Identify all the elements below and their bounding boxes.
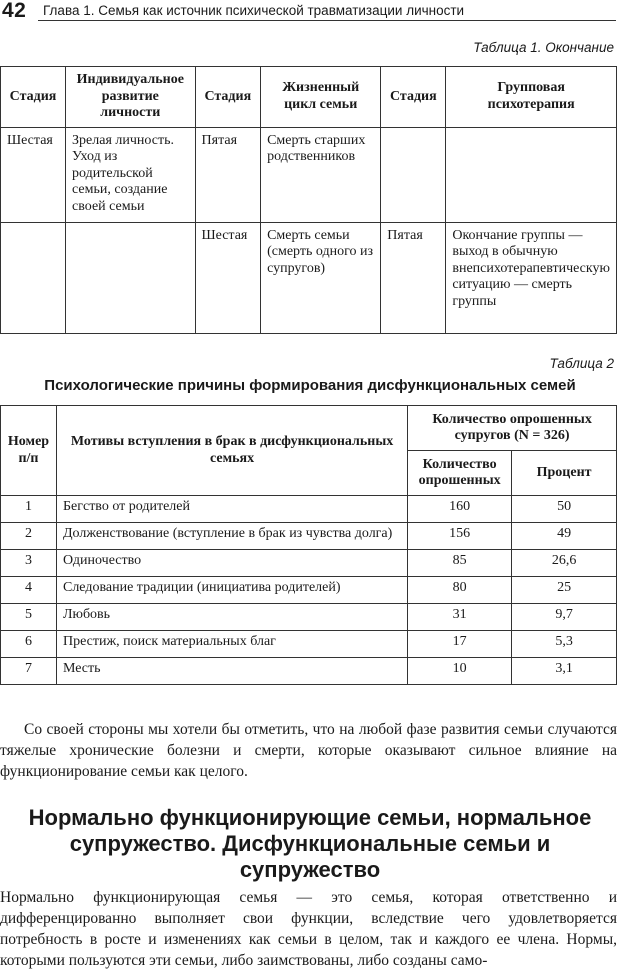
table2-cell-motive: Бегство от родителей (56, 496, 407, 523)
table2-header-percent: Процент (512, 451, 617, 496)
table1-cell (1, 222, 66, 333)
table-row (1, 631, 617, 658)
table1-header-cell: Групповая психотерапия (446, 67, 617, 128)
table2-cell-count: 31 (408, 604, 512, 631)
table1-cell: Пятая (381, 222, 446, 333)
table2-cell-motive: Престиж, поиск материальных благ (56, 631, 407, 658)
body-paragraph: Со своей стороны мы хотели бы отметить, что на любой фазе развития семьи случаются тяжелые хронические болезни и смерти, которые оказывают сильное влияние на функционирование семьи как целого. (0, 721, 617, 780)
table2-cell-number: 7 (1, 658, 57, 685)
table2-header-surveyed: Количество опрошенных супругов (N = 326) (408, 406, 617, 451)
table1-cell: Смерть семьи (смерть одного из супругов) (261, 222, 381, 333)
table-row (1, 550, 617, 577)
table2-cell-percent: 3,1 (512, 658, 617, 685)
table2-cell-count: 160 (408, 496, 512, 523)
table2-cell-percent: 50 (512, 496, 617, 523)
header-rule (38, 20, 616, 21)
table-row (1, 127, 617, 222)
table2-cell-motive: Месть (56, 658, 407, 685)
table2-cell-percent: 5,3 (512, 631, 617, 658)
table-row (1, 658, 617, 685)
table2-cell-count: 156 (408, 523, 512, 550)
table1-cell (66, 222, 195, 333)
table-row (1, 222, 617, 333)
table2-cell-percent: 9,7 (512, 604, 617, 631)
running-title: Глава 1. Семья как источник психической травматизации личности (43, 3, 465, 18)
table2-header-count: Количество опрошенных (408, 451, 512, 496)
table1-caption: Таблица 1. Окончание (473, 40, 614, 55)
table1-header-cell: Индивидуальное развитие личности (66, 67, 195, 128)
table2-cell-motive: Одиночество (56, 550, 407, 577)
table-row (1, 604, 617, 631)
table2-cell-count: 10 (408, 658, 512, 685)
table2-title: Психологические причины формирования дисфункциональных семей (44, 377, 576, 394)
table1-header-cell: Стадия (1, 67, 66, 128)
table2-cell-percent: 25 (512, 577, 617, 604)
table2-cell-number: 6 (1, 631, 57, 658)
table-row (1, 496, 617, 523)
table2 (0, 405, 617, 685)
table2-cell-motive: Следование традиции (инициатива родителей) (56, 577, 407, 604)
table1-cell: Зрелая личность. Уход из родительской семьи, создание своей семьи (66, 127, 195, 222)
table2-cell-number: 3 (1, 550, 57, 577)
table1 (0, 66, 617, 334)
table2-cell-motive: Любовь (56, 604, 407, 631)
table1-header-cell: Стадия (381, 67, 446, 128)
table1-cell (381, 127, 446, 222)
page-number: 42 (2, 0, 27, 22)
table1-cell: Шестая (1, 127, 66, 222)
table2-header-row (1, 406, 617, 451)
page-header (0, 0, 620, 30)
table2-cell-number: 1 (1, 496, 57, 523)
table2-cell-count: 85 (408, 550, 512, 577)
body-paragraph: Нормально функционирующая семья — это семья, которая ответственно и дифференцированно выполняет свои функции, вследствие чего удовлетворяется потребность в росте и изменениях как семьи в целом, так и каждого ее члена. Нормы, которыми пользуются эти семьи, либо заимствованы, либо созданы само- (0, 889, 617, 969)
table2-cell-percent: 26,6 (512, 550, 617, 577)
table2-cell-number: 4 (1, 577, 57, 604)
section-heading: Нормально функционирующие семьи, нормальное супружество. Дисфункциональные семьи и супружество (28, 805, 592, 882)
table1-header-cell: Стадия (195, 67, 261, 128)
table2-cell-count: 80 (408, 577, 512, 604)
table1-cell: Смерть старших родственников (261, 127, 381, 222)
table2-cell-number: 2 (1, 523, 57, 550)
table1-header-row (1, 67, 617, 128)
table2-header-motives: Мотивы вступления в брак в дисфункциональных семьях (56, 406, 407, 496)
table-row (1, 523, 617, 550)
table-row (1, 577, 617, 604)
table2-cell-motive: Долженствование (вступление в брак из чувства долга) (56, 523, 407, 550)
table1-header-cell: Жизненный цикл семьи (261, 67, 381, 128)
table1-cell: Окончание группы — выход в обычную внепсихотерапевтическую ситуацию — смерть группы (446, 222, 617, 333)
table1-cell: Шестая (195, 222, 261, 333)
table2-cell-number: 5 (1, 604, 57, 631)
table2-header-number: Номер п/п (1, 406, 57, 496)
table1-cell: Пятая (195, 127, 261, 222)
table2-cell-percent: 49 (512, 523, 617, 550)
table1-cell (446, 127, 617, 222)
table2-cell-count: 17 (408, 631, 512, 658)
table2-label: Таблица 2 (549, 356, 614, 371)
